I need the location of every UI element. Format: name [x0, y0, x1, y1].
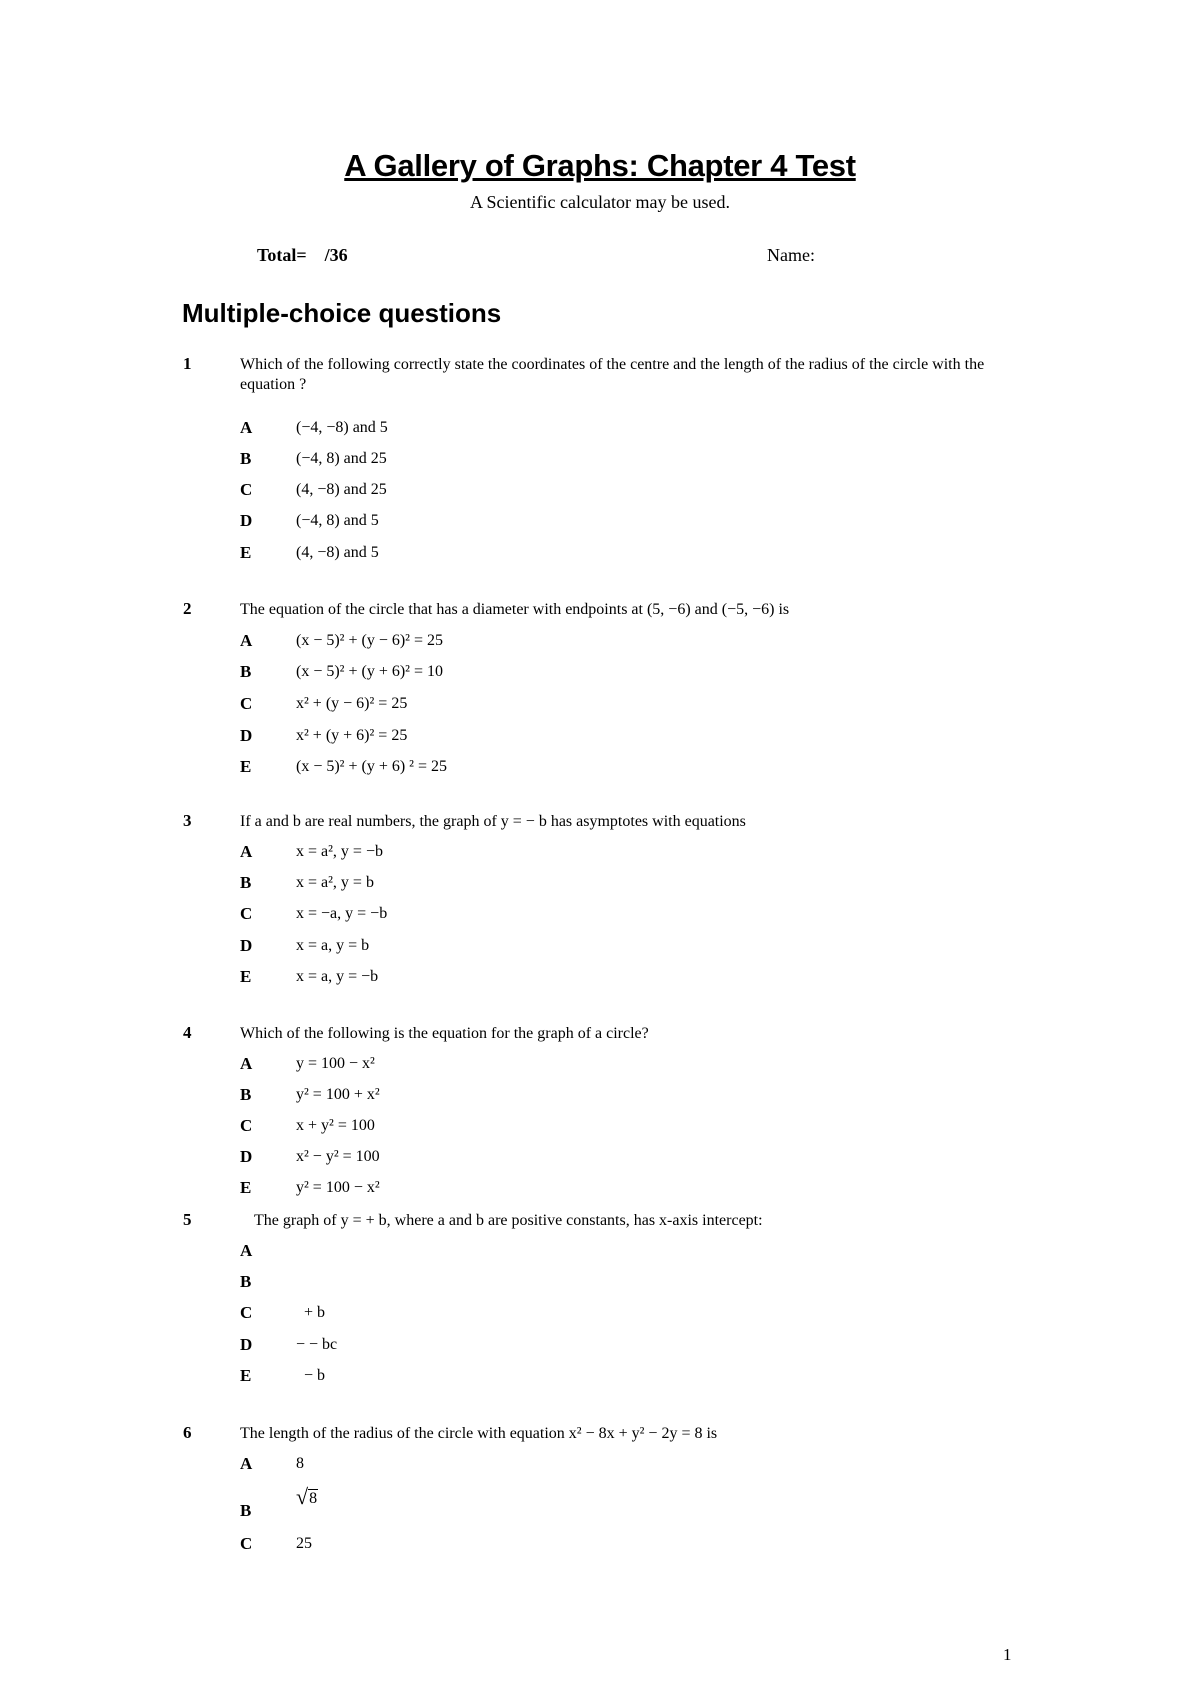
- option-text: x = −a, y = −b: [296, 905, 388, 922]
- option-letter: A: [240, 1454, 253, 1473]
- option-text: + b: [300, 1304, 326, 1321]
- option-letter: B: [240, 1085, 252, 1104]
- option-letter: D: [240, 511, 253, 530]
- option-letter: A: [240, 1241, 253, 1260]
- option-letter: B: [240, 873, 252, 892]
- section-title: Multiple-choice questions: [182, 298, 502, 328]
- question-text: The graph of y = + b, where a and b are positive constants, has x-axis intercept:: [254, 1212, 763, 1229]
- option-sqrt: [296, 1486, 318, 1509]
- question-number: 4: [183, 1023, 192, 1042]
- option-text: y² = 100 + x²: [296, 1086, 380, 1103]
- option-text: (x − 5)² + (y + 6)² = 10: [296, 663, 443, 680]
- radical-sign-icon: √: [296, 1484, 309, 1509]
- question-number: 6: [183, 1423, 192, 1442]
- option-text: (4, −8) and 25: [296, 481, 387, 498]
- option-letter: E: [240, 543, 252, 562]
- question-number: 2: [183, 599, 192, 618]
- option-text: x² + (y + 6)² = 25: [296, 727, 408, 744]
- option-text: (4, −8) and 5: [296, 544, 379, 561]
- page-title: A Gallery of Graphs: Chapter 4 Test: [344, 148, 856, 183]
- option-text: y = 100 − x²: [296, 1055, 375, 1072]
- option-letter: C: [240, 694, 253, 713]
- question-text: Which of the following correctly state the coordinates of the centre and the length of the radius of the circle with the equation ?: [240, 356, 985, 393]
- option-text: x = a, y = −b: [296, 968, 379, 985]
- option-text: x + y² = 100: [296, 1117, 375, 1134]
- option-text: (x − 5)² + (y − 6)² = 25: [296, 632, 443, 649]
- option-letter: A: [240, 631, 253, 650]
- option-letter: B: [240, 662, 252, 681]
- option-text: 25: [296, 1535, 312, 1552]
- option-text: − − bc: [296, 1336, 338, 1353]
- question-number: 5: [183, 1210, 192, 1229]
- option-letter: C: [240, 1303, 253, 1322]
- subtitle: A Scientific calculator may be used.: [470, 192, 730, 212]
- question-number: 1: [183, 354, 192, 373]
- option-letter: C: [240, 1116, 253, 1135]
- option-letter: C: [240, 480, 253, 499]
- option-text: (x − 5)² + (y + 6) ² = 25: [296, 758, 447, 775]
- radicand: 8: [309, 1490, 318, 1507]
- question-text: The equation of the circle that has a diameter with endpoints at (5, −6) and (−5, −6) is: [240, 601, 790, 618]
- page-number: 1: [1003, 1645, 1012, 1664]
- option-text: (−4, 8) and 5: [296, 512, 379, 529]
- name-label: Name:: [767, 245, 815, 265]
- option-letter: A: [240, 842, 253, 861]
- option-letter: E: [240, 1366, 252, 1385]
- option-letter: D: [240, 936, 253, 955]
- option-text: x = a², y = b: [296, 874, 374, 891]
- option-text: x² − y² = 100: [296, 1148, 380, 1165]
- option-letter: B: [240, 1272, 252, 1291]
- question-text: The length of the radius of the circle with equation x² − 8x + y² − 2y = 8 is: [240, 1425, 718, 1442]
- option-text: (−4, −8) and 5: [296, 419, 388, 436]
- option-letter: A: [240, 418, 253, 437]
- option-letter: B: [240, 1501, 252, 1520]
- option-letter: D: [240, 1147, 253, 1166]
- option-text: x = a, y = b: [296, 937, 370, 954]
- option-text: 8: [296, 1455, 304, 1472]
- option-letter: D: [240, 1335, 253, 1354]
- question-number: 3: [183, 811, 192, 830]
- option-letter: B: [240, 449, 252, 468]
- option-letter: E: [240, 1178, 252, 1197]
- question-text: Which of the following is the equation for the graph of a circle?: [240, 1025, 649, 1042]
- option-text: y² = 100 − x²: [296, 1179, 380, 1196]
- option-letter: C: [240, 1534, 253, 1553]
- option-letter: E: [240, 967, 252, 986]
- total-score-label: Total= /36: [257, 245, 348, 265]
- option-text: − b: [300, 1367, 326, 1384]
- option-text: x = a², y = −b: [296, 843, 383, 860]
- question-text: If a and b are real numbers, the graph of y = − b has asymptotes with equations: [240, 813, 746, 830]
- option-letter: D: [240, 726, 253, 745]
- option-letter: E: [240, 757, 252, 776]
- option-letter: C: [240, 904, 253, 923]
- option-text: x² + (y − 6)² = 25: [296, 695, 408, 712]
- square-root-expression: [296, 1486, 318, 1508]
- option-letter: A: [240, 1054, 253, 1073]
- option-text: (−4, 8) and 25: [296, 450, 387, 467]
